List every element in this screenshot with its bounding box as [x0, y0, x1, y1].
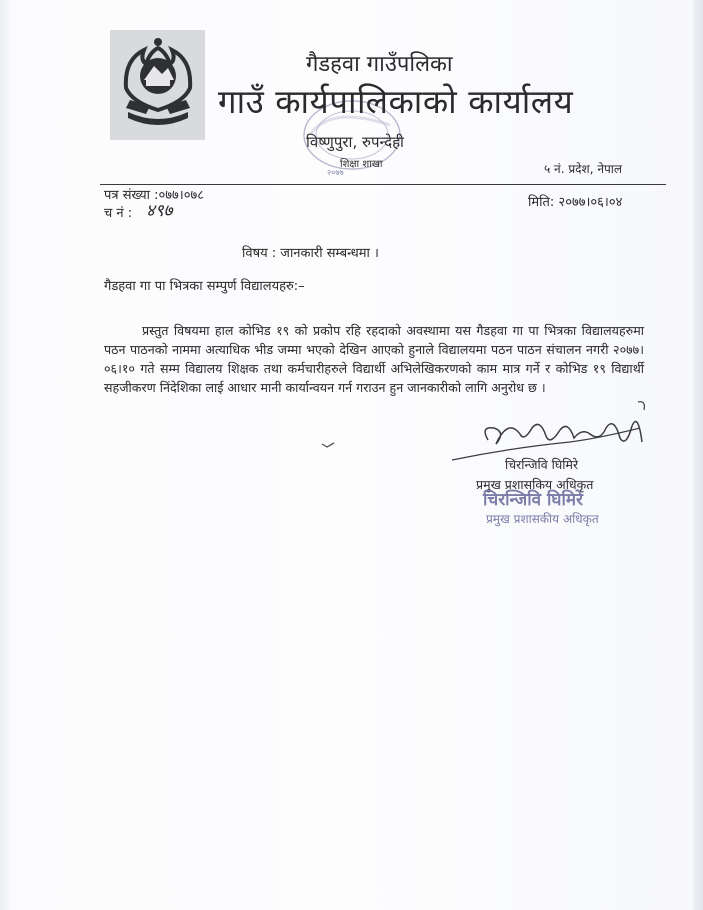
scan-edge — [693, 0, 703, 910]
letter-body: प्रस्तुत विषयमा हाल कोभिड १९ को प्रकोप रहि रहदाको अवस्थामा यस गैडहवा गा पा भित्रका विद्यालयहरुमा पठन पाठनको नाममा अत्याधिक भीड जम्मा भएको देखिन आएको हुनाले विद्यालयमा पठन पाठन संचालन नगरी २०७७।०६।१० गते सम्म विद्यालय शिक्षक तथा कर्मचारीहरुले विद्यार्थी अभिलेखिकरणको काम मात्र गर्ने र कोभिड १९ विद्यार्थी सहजीकरण निंदेशिका लाई आधार मानी कार्यान्वयन गर्न गराउन हुन जानकारीको लागि अनुरोध छ । — [104, 323, 644, 395]
nepal-emblem-icon — [110, 30, 205, 140]
letter-addressee: गैडहवा गा पा भित्रका सम्पुर्ण विद्यालयहरु:– — [104, 279, 305, 294]
dispatch-label: च नं : — [104, 206, 133, 221]
office-name: गाउँ कार्यपालिकाको कार्यालय — [218, 82, 574, 121]
office-location: विष्णुपुरा, रुपन्देही — [306, 133, 404, 151]
stamp-title: प्रमुख प्रशासकीय अधिकृत — [486, 512, 599, 526]
signatory-name: चिरन्जिवि घिमिरे — [505, 457, 579, 472]
stamp-date: २०७७ — [327, 168, 344, 177]
province-label: ५ नं. प्रदेश, नेपाल — [544, 162, 623, 176]
municipality-name: गैडहवा गाउँपलिका — [306, 52, 453, 77]
letter-date: मिति: २०७७।०६।०४ — [528, 195, 623, 210]
stamp-name: चिरन्जिवि घिमिरे — [483, 490, 583, 510]
tick-mark-icon — [321, 442, 335, 448]
reference-number: पत्र संख्या :०७७।०७८ — [104, 188, 204, 203]
letter-subject: विषय : जानकारी सम्बन्धमा । — [242, 246, 379, 261]
branch-name: शिक्षा शाखा — [340, 159, 383, 170]
dispatch-number: ४९७ — [146, 201, 173, 221]
signatory-title: प्रमुख प्रशासकिय अधिकृत — [476, 477, 594, 492]
